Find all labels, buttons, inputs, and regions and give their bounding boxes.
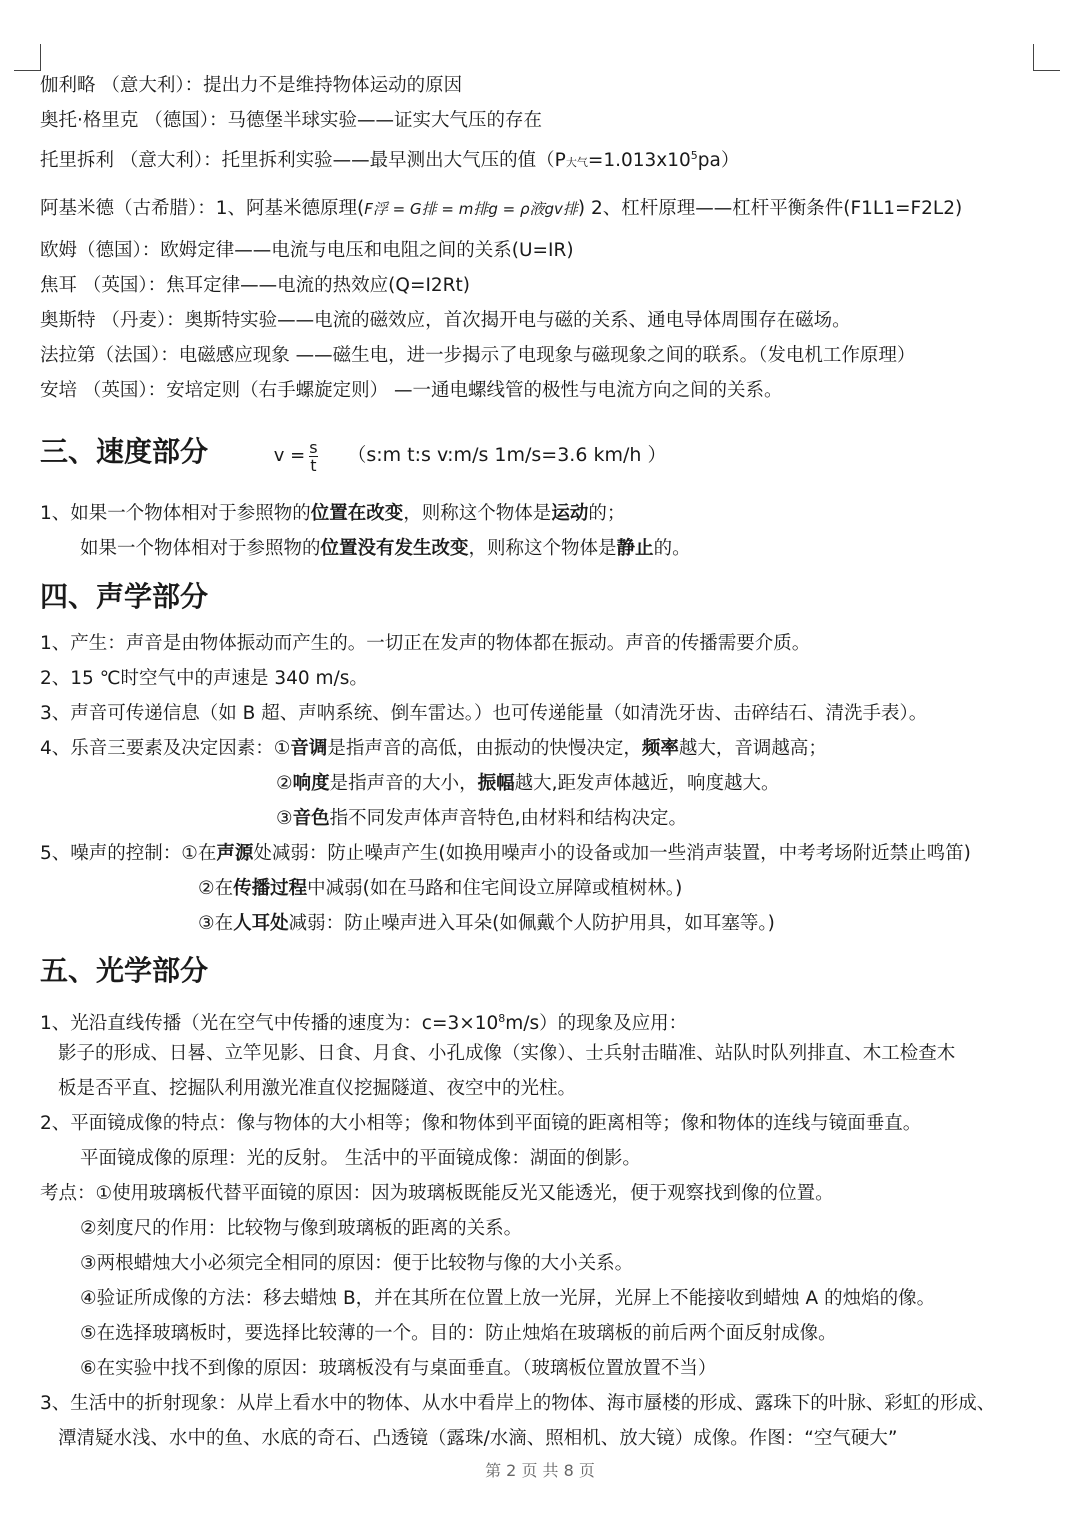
section-heading-speed: 三、速度部分 v = $\frac{s}{t}$ （s:m t:s v:m/s 1m/s=3.6 km/h ）	[40, 435, 667, 475]
page-corner-mark	[1033, 44, 1060, 71]
scientist-line: 伽利略 （意大利）：提出力不是维持物体运动的原因	[40, 75, 463, 96]
light-line: 板是否平直、挖掘队利用激光准直仪挖掘隧道、夜空中的光柱。	[58, 1078, 577, 1099]
light-line: 平面镜成像的原理：光的反射。 生活中的平面镜成像：湖面的倒影。	[80, 1148, 641, 1169]
scientist-line: 奥托·格里克 （德国）：马德堡半球实验——证实大气压的存在	[40, 110, 543, 131]
section-heading-light: 五、光学部分	[40, 954, 209, 987]
sound-line: 5、噪声的控制：①在声源处减弱：防止噪声产生(如换用噪声小的设备或加一些消声装置，中考考场附近禁止鸣笛)	[40, 843, 971, 864]
scientist-line: 托里拆利 （意大利）：托里拆利实验——最早测出大气压的值（P大气$=1.013x10^5pa$）	[40, 149, 740, 172]
page-corner-mark	[14, 44, 41, 71]
sound-line: ②在传播过程中减弱(如在马路和住宅间设立屏障或植树林。)	[198, 878, 683, 899]
scientist-line: 法拉第（法国）：电磁感应现象 ——磁生电，进一步揭示了电现象与磁现象之间的联系。（发电机工作原理）	[40, 345, 916, 366]
sound-line: ③在人耳处减弱：防止噪声进入耳朵(如佩戴个人防护用具，如耳塞等。)	[198, 913, 775, 934]
light-line: 影子的形成、日晷、立竿见影、日食、月食、小孔成像（实像）、士兵射击瞄准、站队时队列排直、木工检查木	[58, 1043, 956, 1064]
speed-paragraph: 如果一个物体相对于参照物的位置没有发生改变，则称这个物体是静止的。	[80, 538, 691, 559]
light-line: ③两根蜡烛大小必须完全相同的原因：便于比较物与像的大小关系。	[80, 1253, 634, 1274]
light-line: ⑥在实验中找不到像的原因：玻璃板没有与桌面垂直。（玻璃板位置放置不当）	[80, 1358, 717, 1379]
speed-formula: v = $\frac{s}{t}$	[273, 437, 318, 475]
sound-line: ③音色指不同发声体声音特色,由材料和结构决定。	[276, 808, 687, 829]
scientist-line: 焦耳 （英国）：焦耳定律——电流的热效应(Q=I2Rt)	[40, 275, 471, 296]
light-line: ④验证所成像的方法：移去蜡烛 B，并在其所在位置上放一光屏，光屏上不能接收到蜡烛 A 的烛焰的像。	[80, 1288, 936, 1309]
light-line: ②刻度尺的作用：比较物与像到玻璃板的距离的关系。	[80, 1218, 523, 1239]
sound-line: 3、声音可传递信息（如 B 超、声呐系统、倒车雷达。）也可传递能量（如清洗牙齿、击碎结石、清洗手表）。	[40, 703, 928, 724]
light-line: ⑤在选择玻璃板时，要选择比较薄的一个。目的：防止烛焰在玻璃板的前后两个面反射成像。	[80, 1323, 837, 1344]
light-line: 2、平面镜成像的特点：像与物体的大小相等；像和物体到平面镜的距离相等；像和物体的连线与镜面垂直。	[40, 1113, 922, 1134]
light-line: 考点：①使用玻璃板代替平面镜的原因：因为玻璃板既能反光又能透光，便于观察找到像的位置。	[40, 1183, 834, 1204]
scientist-line: 欧姆（德国）：欧姆定律——电流与电压和电阻之间的关系(U=IR)	[40, 240, 574, 261]
light-line: 潭清疑水浅、水中的鱼、水底的奇石、凸透镜（露珠/水滴、照相机、放大镜）成像。作图：“空气硬大”	[58, 1428, 898, 1449]
sound-line: 4、乐音三要素及决定因素：①音调是指声音的高低，由振动的快慢决定，频率越大，音调越高；	[40, 738, 827, 759]
sound-line: 2、15 ℃时空气中的声速是 340 m/s。	[40, 668, 368, 689]
sound-line: 1、产生：声音是由物体振动而产生的。一切正在发声的物体都在振动。声音的传播需要介质。	[40, 633, 811, 654]
buoyancy-formula: F浮 = G排 = m排g = ρ液gv排	[364, 200, 578, 218]
sound-line: ②响度是指声音的大小，振幅越大,距发声体越近，响度越大。	[276, 773, 780, 794]
page-footer: 第 2 页 共 8 页	[485, 1461, 595, 1480]
light-line: 1、光沿直线传播（光在空气中传播的速度为：$c=3\times 10^8m/s$）的现象及应用：	[40, 1012, 688, 1035]
speed-paragraph: 1、如果一个物体相对于参照物的位置在改变，则称这个物体是运动的；	[40, 503, 626, 524]
scientist-line: 安培 （英国）：安培定则（右手螺旋定则） —一通电螺线管的极性与电流方向之间的关系。	[40, 380, 783, 401]
scientist-line: 阿基米德（古希腊）：1、阿基米德原理(F浮 = G排 = m排g = ρ液gv排) 2、杠杆原理——杠杆平衡条件(F1L1=F2L2)	[40, 198, 963, 219]
section-heading-sound: 四、声学部分	[40, 580, 209, 613]
scientist-line: 奥斯特 （丹麦）：奥斯特实验——电流的磁效应，首次揭开电与磁的关系、通电导体周围存在磁场。	[40, 310, 851, 331]
light-line: 3、生活中的折射现象：从岸上看水中的物体、从水中看岸上的物体、海市蜃楼的形成、露珠下的叶脉、彩虹的形成、	[40, 1393, 996, 1414]
